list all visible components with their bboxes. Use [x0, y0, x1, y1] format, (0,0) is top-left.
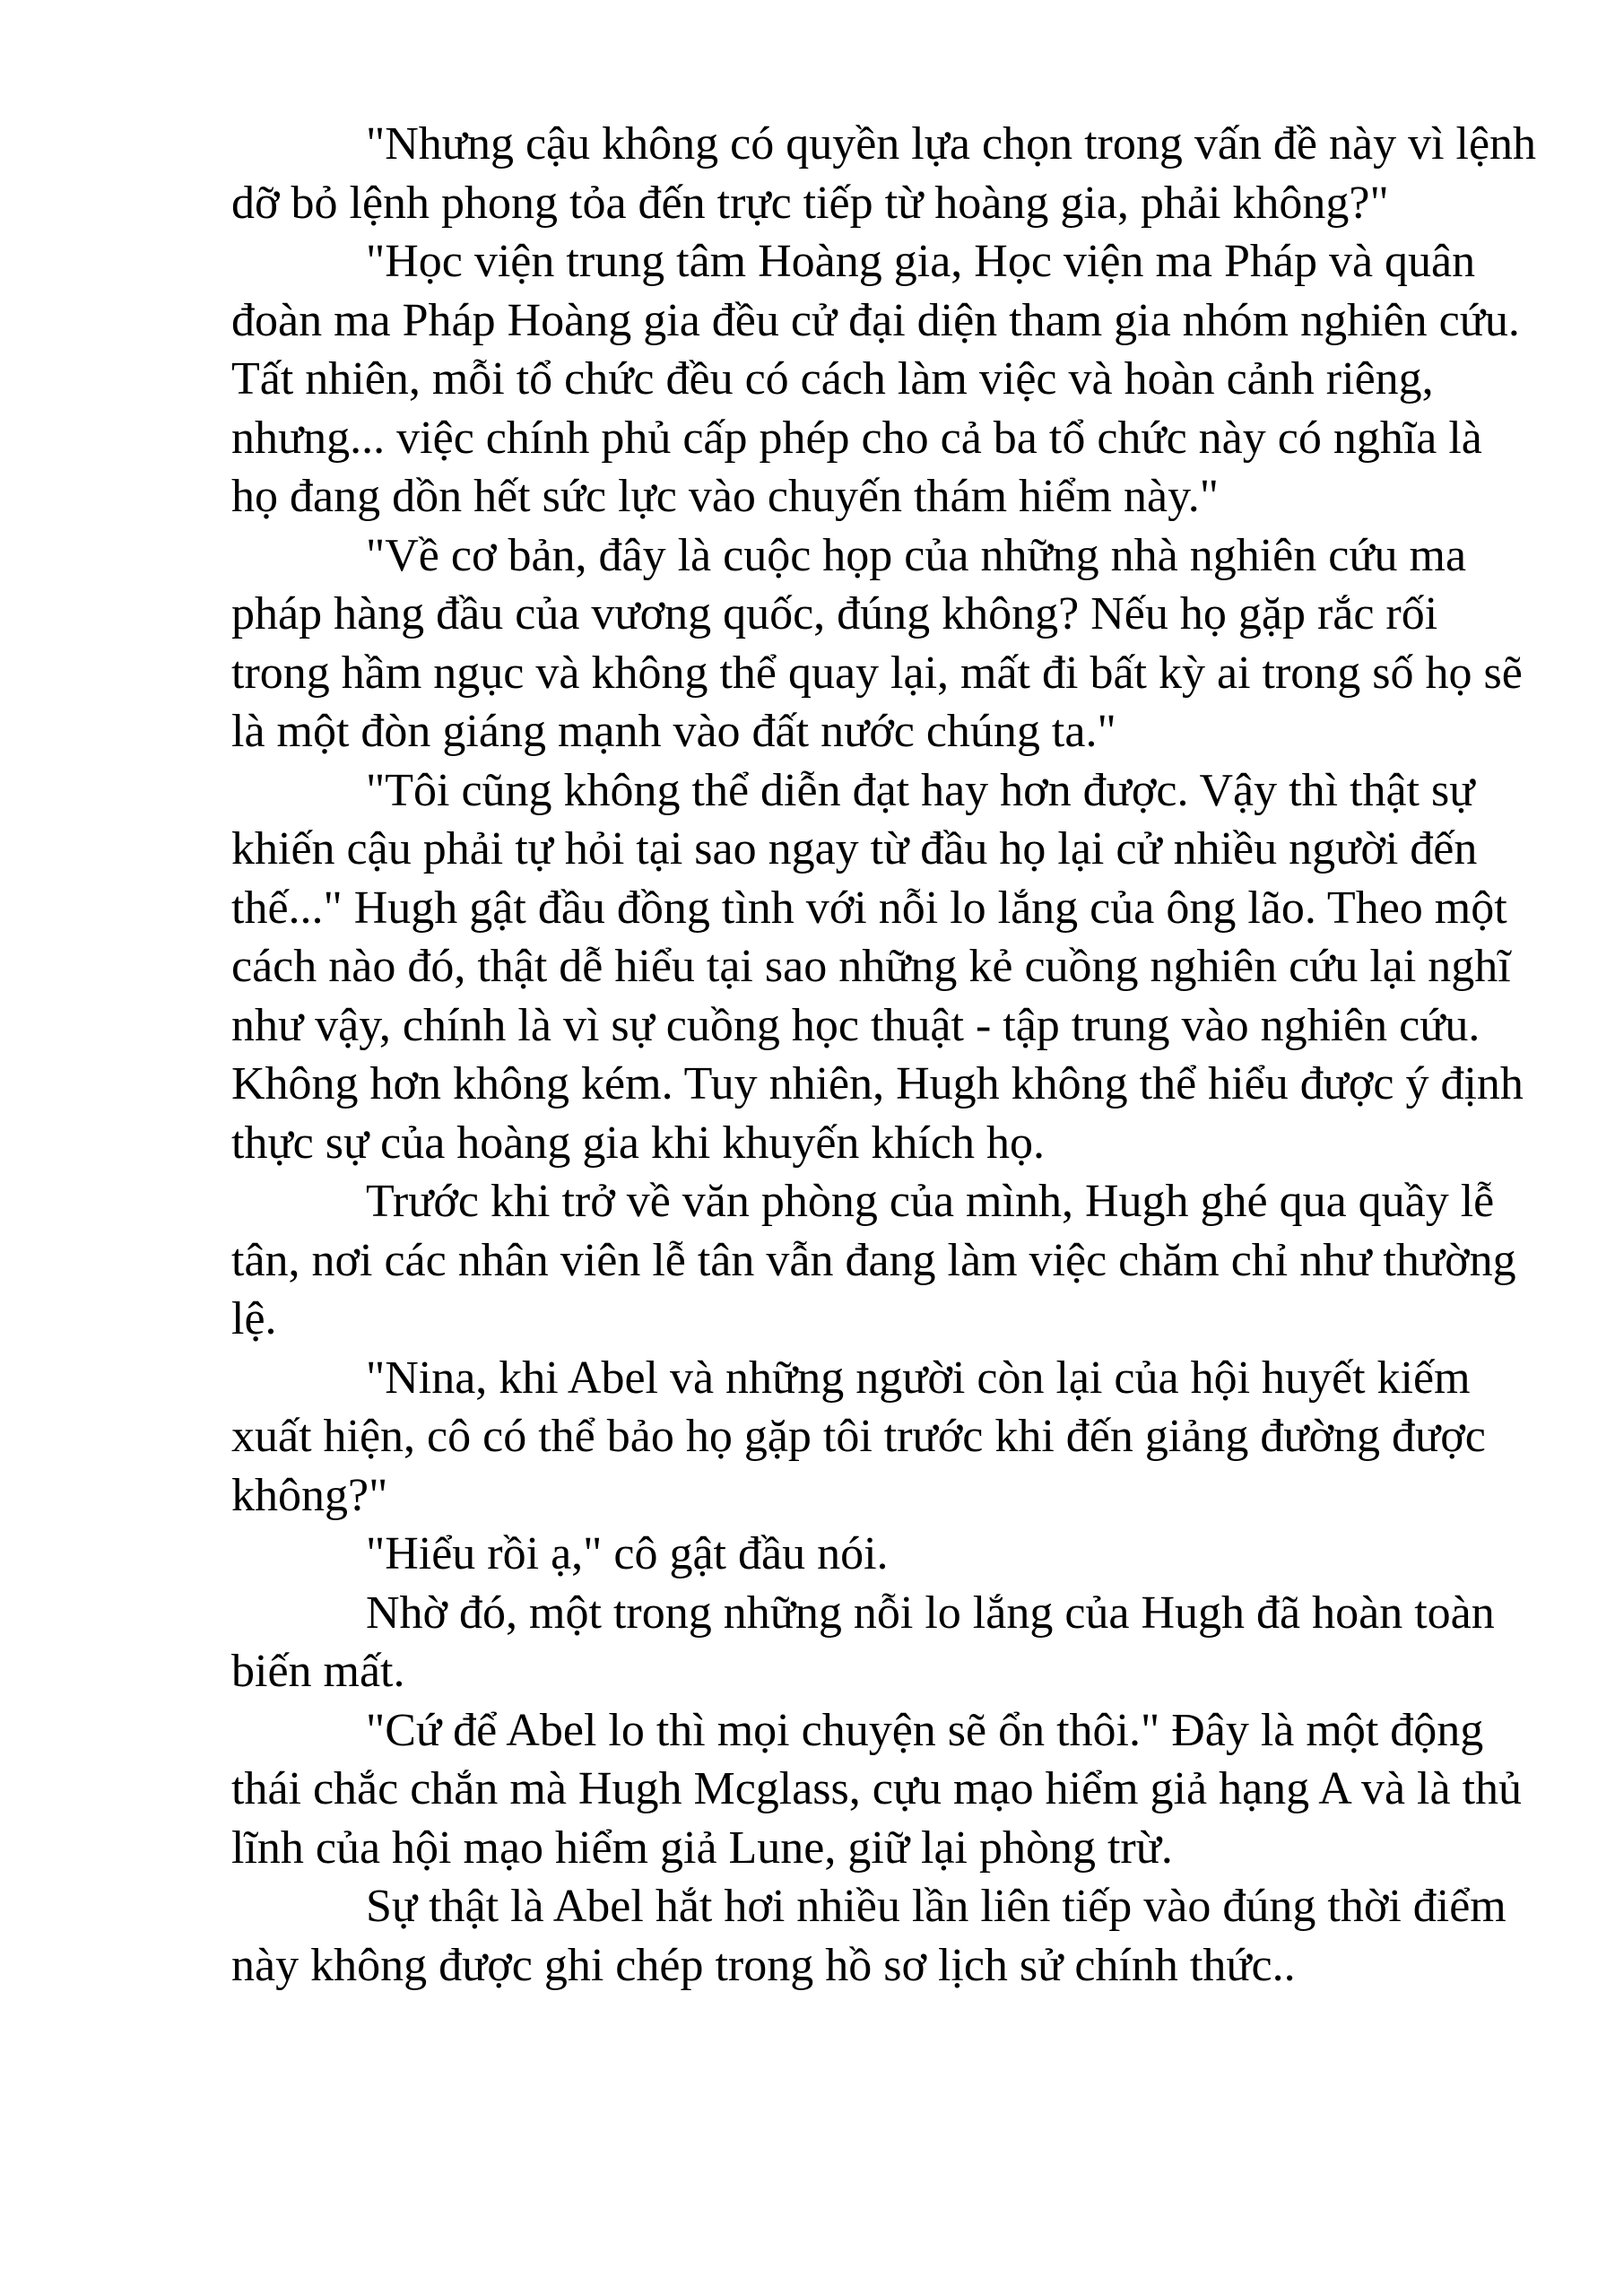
text-line: trong hầm ngục và không thể quay lại, mất đi bất kỳ ai trong số họ sẽ — [231, 647, 1523, 699]
text-line: "Cứ để Abel lo thì mọi chuyện sẽ ổn thôi." Đây là một động — [366, 1704, 1484, 1756]
text-line: Trước khi trở về văn phòng của mình, Hugh ghé qua quầy lễ — [366, 1176, 1495, 1227]
text-line: Không hơn không kém. Tuy nhiên, Hugh không thể hiểu được ý định — [231, 1058, 1524, 1109]
text-line: thực sự của hoàng gia khi khuyến khích họ. — [231, 1117, 1045, 1169]
text-line: không?" — [231, 1469, 388, 1521]
text-line: "Tôi cũng không thể diễn đạt hay hơn được. Vậy thì thật sự — [366, 764, 1475, 816]
paragraph-10 — [97, 1877, 1541, 1995]
text-line: khiến cậu phải tự hỏi tại sao ngay từ đầu họ lại cử nhiều người đến — [231, 823, 1478, 874]
text-line: cách nào đó, thật dễ hiểu tại sao những kẻ cuồng nghiên cứu lại nghĩ — [231, 941, 1511, 992]
text-line: đoàn ma Pháp Hoàng gia đều cử đại diện tham gia nhóm nghiên cứu. — [231, 294, 1520, 346]
document-page — [97, 115, 1541, 1995]
text-line: Sự thật là Abel hắt hơi nhiều lần liên tiếp vào đúng thời điểm — [366, 1881, 1506, 1932]
text-line: là một đòn giáng mạnh vào đất nước chúng ta." — [231, 706, 1116, 757]
text-line: tân, nơi các nhân viên lễ tân vẫn đang làm việc chăm chỉ như thường — [231, 1234, 1516, 1286]
text-line: như vậy, chính là vì sự cuồng học thuật - tập trung vào nghiên cứu. — [231, 999, 1480, 1051]
text-line: lệ. — [231, 1293, 277, 1344]
text-line: pháp hàng đầu của vương quốc, đúng không? Nếu họ gặp rắc rối — [231, 588, 1438, 639]
paragraph-2 — [97, 232, 1541, 526]
text-line: họ đang dồn hết sức lực vào chuyến thám hiểm này." — [231, 471, 1219, 522]
text-line: này không được ghi chép trong hồ sơ lịch sử chính thức.. — [231, 1939, 1296, 1991]
text-line: nhưng... việc chính phủ cấp phép cho cả ba tổ chức này có nghĩa là — [231, 412, 1482, 464]
paragraph-5 — [97, 1172, 1541, 1349]
text-line: biến mất. — [231, 1646, 405, 1697]
paragraph-8 — [97, 1584, 1541, 1701]
text-line: "Nhưng cậu không có quyền lựa chọn trong vấn đề này vì lệnh — [366, 118, 1537, 170]
text-line: Tất nhiên, mỗi tổ chức đều có cách làm việc và hoàn cảnh riêng, — [231, 353, 1434, 404]
text-line: thế..." Hugh gật đầu đồng tình với nỗi lo lắng của ông lão. Theo một — [231, 882, 1507, 934]
paragraph-1 — [97, 115, 1541, 232]
paragraph-9 — [97, 1701, 1541, 1878]
text-line: lĩnh của hội mạo hiểm giả Lune, giữ lại phòng trừ. — [231, 1822, 1173, 1874]
text-line: Nhờ đó, một trong những nỗi lo lắng của Hugh đã hoàn toàn — [366, 1587, 1495, 1639]
text-line: thái chắc chắn mà Hugh Mcglass, cựu mạo hiểm giả hạng A và là thủ — [231, 1763, 1523, 1814]
paragraph-4 — [97, 761, 1541, 1173]
text-line: "Nina, khi Abel và những người còn lại của hội huyết kiếm — [366, 1352, 1471, 1404]
paragraph-6 — [97, 1349, 1541, 1526]
paragraph-7 — [97, 1525, 1541, 1584]
text-line: "Hiểu rồi ạ," cô gật đầu nói. — [366, 1528, 889, 1579]
paragraph-3 — [97, 526, 1541, 761]
text-line: "Học viện trung tâm Hoàng gia, Học viện ma Pháp và quân — [366, 236, 1476, 287]
text-line: xuất hiện, cô có thể bảo họ gặp tôi trước khi đến giảng đường được — [231, 1411, 1486, 1462]
text-line: "Về cơ bản, đây là cuộc họp của những nhà nghiên cứu ma — [366, 529, 1467, 581]
text-line: dỡ bỏ lệnh phong tỏa đến trực tiếp từ hoàng gia, phải không?" — [231, 177, 1389, 229]
